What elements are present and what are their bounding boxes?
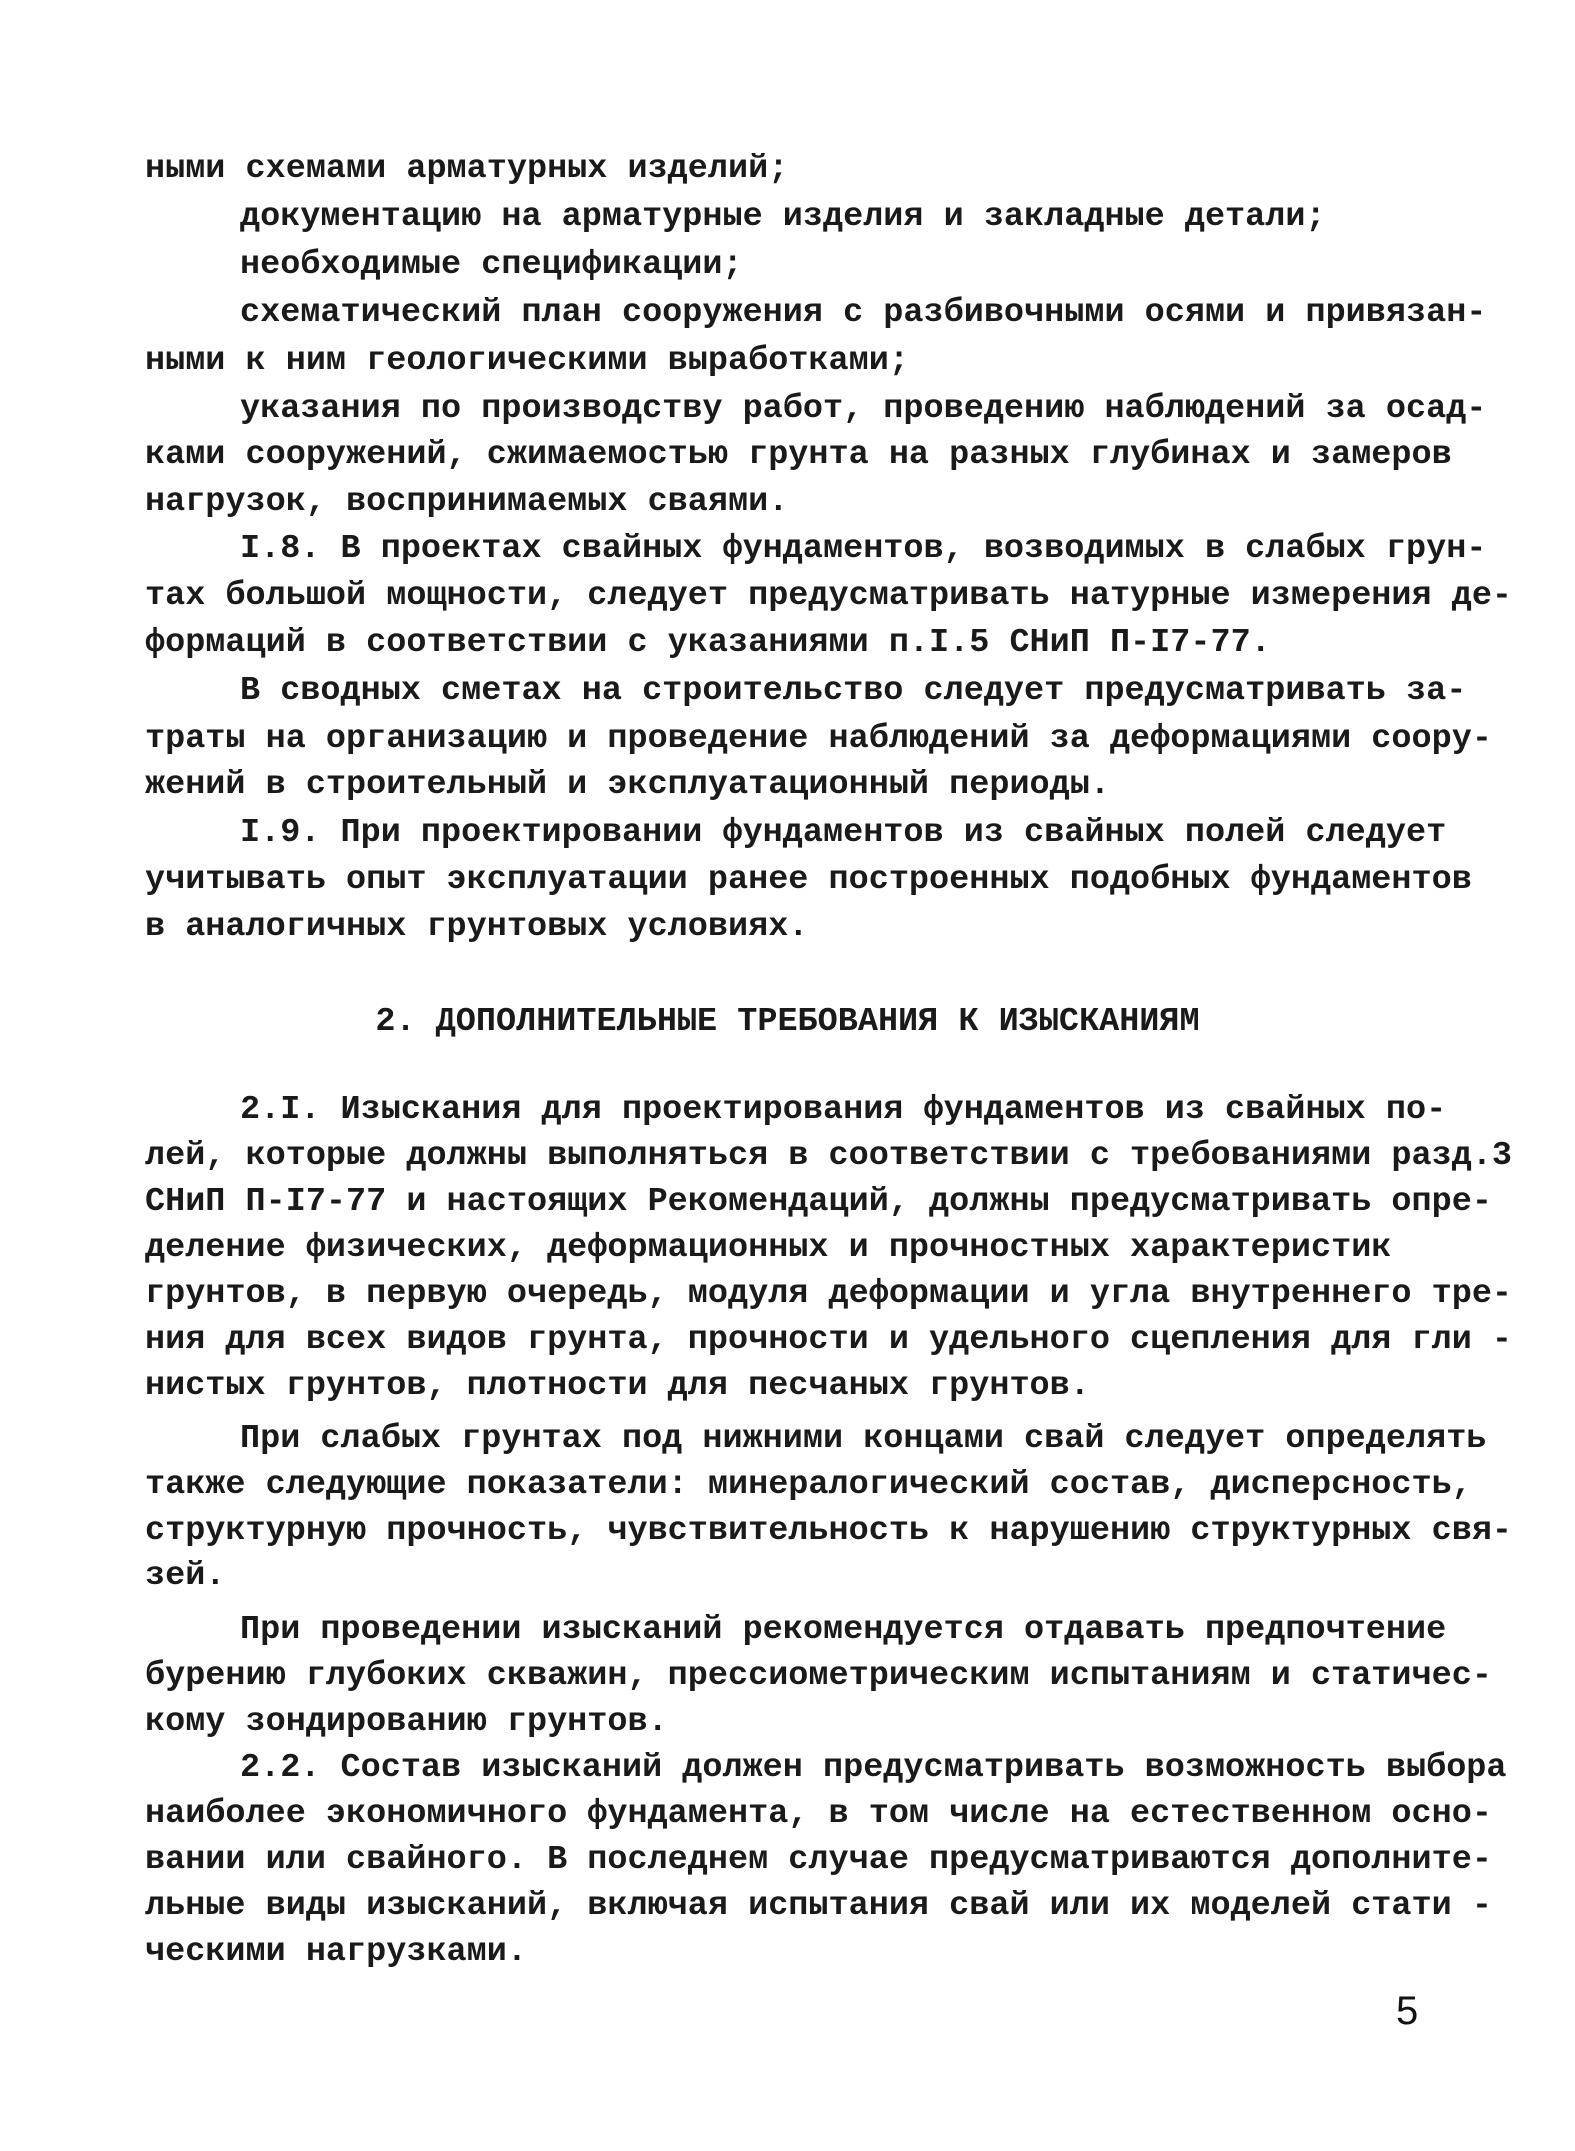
text-line: наиболее экономичного фундамента, в том числе на естественном осно- xyxy=(145,1795,1492,1833)
section-heading: 2. ДОПОЛНИТЕЛЬНЫЕ ТРЕБОВАНИЯ К ИЗЫСКАНИЯМ xyxy=(375,1003,1200,1041)
text-line: нистых грунтов, плотности для песчаных грунтов. xyxy=(145,1367,1090,1405)
text-line: деление физических, деформационных и прочностных характеристик xyxy=(145,1229,1392,1267)
text-line: траты на организацию и проведение наблюдений за деформациями соору- xyxy=(145,720,1492,758)
text-line: ния для всех видов грунта, прочности и удельного сцепления для гли - xyxy=(145,1321,1513,1359)
text-line: необходимые спецификации; xyxy=(240,246,743,284)
text-line: вании или свайного. В последнем случае предусматриваются дополните- xyxy=(145,1841,1492,1879)
text-line: схематический план сооружения с разбивочными осями и привязан- xyxy=(240,294,1487,332)
text-line: 2.I. Изыскания для проектирования фундаментов из свайных по- xyxy=(240,1091,1447,1129)
text-line: СНиП П-I7-77 и настоящих Рекомендаций, должны предусматривать опре- xyxy=(145,1183,1492,1221)
text-line: льные виды изысканий, включая испытания свай или их моделей стати - xyxy=(145,1887,1492,1925)
text-line: I.8. В проектах свайных фундаментов, возводимых в слабых грун- xyxy=(240,530,1487,568)
text-line: При слабых грунтах под нижними концами свай следует определять xyxy=(240,1420,1487,1458)
page-number: 5 xyxy=(1396,1989,1419,2033)
text-line: также следующие показатели: минералогический состав, дисперсность, xyxy=(145,1466,1472,1504)
text-line: ческими нагрузками. xyxy=(145,1933,527,1971)
text-line: грунтов, в первую очередь, модуля деформации и угла внутреннего тре- xyxy=(145,1275,1513,1313)
text-line: документацию на арматурные изделия и закладные детали; xyxy=(240,198,1326,236)
text-line: лей, которые должны выполняться в соответствии с требованиями разд.3 xyxy=(145,1137,1513,1175)
text-line: структурную прочность, чувствительность к нарушению структурных свя- xyxy=(145,1512,1513,1550)
text-line: ками сооружений, сжимаемостью грунта на разных глубинах и замеров xyxy=(145,436,1452,474)
text-line: 2.2. Состав изысканий должен предусматривать возможность выбора xyxy=(240,1749,1507,1787)
text-line: формаций в соответствии с указаниями п.I.5 СНиП П-I7-77. xyxy=(145,624,1271,662)
text-line: ными схемами арматурных изделий; xyxy=(145,150,789,188)
text-line: бурению глубоких скважин, прессиометрическим испытаниям и статичес- xyxy=(145,1657,1492,1695)
text-line: жений в строительный и эксплуатационный периоды. xyxy=(145,766,1110,804)
text-line: тах большой мощности, следует предусматривать натурные измерения де- xyxy=(145,577,1513,615)
text-line: I.9. При проектировании фундаментов из свайных полей следует xyxy=(240,814,1447,852)
text-line: указания по производству работ, проведению наблюдений за осад- xyxy=(240,390,1487,428)
text-line: зей. xyxy=(145,1557,226,1595)
text-line: При проведении изысканий рекомендуется отдавать предпочтение xyxy=(240,1611,1447,1649)
text-line: кому зондированию грунтов. xyxy=(145,1703,668,1741)
text-line: В сводных сметах на строительство следует предусматривать за- xyxy=(240,672,1467,710)
text-line: нагрузок, воспринимаемых сваями. xyxy=(145,483,789,521)
text-line: учитывать опыт эксплуатации ранее построенных подобных фундаментов xyxy=(145,861,1472,899)
text-line: ными к ним геологическими выработками; xyxy=(145,342,909,380)
text-line: в аналогичных грунтовых условиях. xyxy=(145,908,809,946)
